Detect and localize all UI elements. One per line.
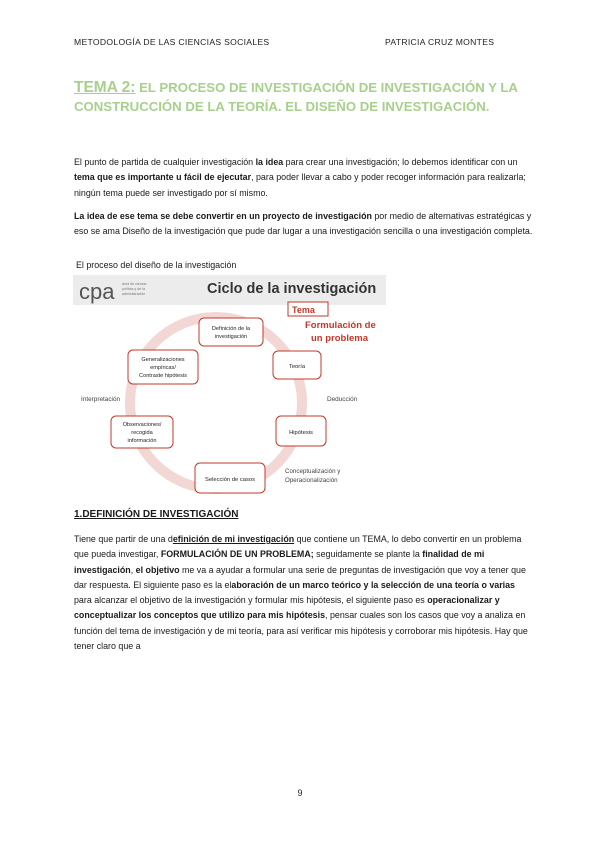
bold-text: la idea xyxy=(255,157,284,167)
diagram-svg xyxy=(73,275,386,505)
text: , para poder llevar a cabo y poder recoger información para realizarla; ningún tema puede ser investigado por sí mismo. xyxy=(74,172,526,198)
text: seguidamente se plante la xyxy=(313,549,423,560)
definicion-line-2: investigación xyxy=(214,334,248,340)
bold-text: tema que es importante u fácil de ejecutar xyxy=(74,172,252,183)
generalizaciones-line-2: empíricas/ xyxy=(150,365,176,371)
conceptualizacion-line-1: Conceptualización y xyxy=(285,468,341,475)
header-left: METODOLOGÍA DE LAS CIENCIAS SOCIALES xyxy=(74,37,270,47)
text: Tiene que partir de una d xyxy=(74,534,173,544)
paragraph-definition xyxy=(74,532,534,654)
conceptualizacion-line-2: Operacionalización xyxy=(285,477,338,484)
definicion-line-1: Definición de la xyxy=(211,326,251,332)
tema-label: Tema xyxy=(292,305,315,315)
section-title: 1.DEFINICIÓN DE INVESTIGACIÓN xyxy=(74,509,239,520)
text: me va a ayudar a formular una serie de preguntas de investigación que voy a tener que dar respuesta. El siguiente paso es la el xyxy=(74,564,526,590)
generalizaciones-line-3: Contraste hipótesis xyxy=(139,373,187,379)
observaciones-line-3: información xyxy=(127,438,157,444)
text: , xyxy=(130,564,136,575)
bold-text: el objetivo xyxy=(135,564,180,575)
deduccion-label: Deducción xyxy=(327,396,358,403)
research-cycle-diagram xyxy=(73,275,386,505)
text: , pensar cuales son los casos que voy a analiza en función del tema de investigación y de mi teoría, para así verificar mis hipótesis y corroborar mis hipótesis. Hay que tener claro que a xyxy=(74,610,528,652)
generalizaciones-line-1: Generalizaciones xyxy=(141,357,185,363)
page-number: 9 xyxy=(297,788,303,798)
observaciones-line-1: Observaciones/ xyxy=(122,422,162,428)
paragraph-idea xyxy=(74,209,534,240)
text: que contiene un TEMA, lo debo convertir en un problema que pueda investigar, xyxy=(74,534,522,560)
diagram-title: Ciclo de la investigación xyxy=(207,281,377,297)
bold-text: operacionalizar y conceptualizar los conceptos que utilizo para mis hipótesis xyxy=(74,595,500,621)
seleccion-label: Selección de casos xyxy=(205,477,255,483)
bold-underlined-text: efinición de mi investigación xyxy=(172,534,295,544)
cpa-logo: cpa xyxy=(79,279,115,304)
definicion-box xyxy=(199,318,263,346)
logo-sub-3: administración xyxy=(122,292,146,296)
formulacion-line-2: un problema xyxy=(311,333,369,344)
bold-text: aboración de un marco teórico y la selección de una teoría o varias xyxy=(231,579,515,590)
title-rest: EL PROCESO DE INVESTIGACIÓN DE INVESTIGACIÓN Y LA CONSTRUCCIÓN DE LA TEORÍA. EL DISEÑO DE INVESTIGACIÓN. xyxy=(74,80,518,114)
figure-caption: El proceso del diseño de la investigación xyxy=(76,260,237,270)
text: El punto de partida de cualquier investigación xyxy=(74,157,256,167)
bold-text: La idea de ese tema se debe convertir en un proyecto de investigación xyxy=(74,211,372,221)
page-title xyxy=(74,78,534,116)
interpretacion-label: Interpretación xyxy=(81,396,121,403)
observaciones-line-2: recogida xyxy=(131,430,153,436)
text: para alcanzar el objetivo de la investigación y formular mis hipótesis, el siguiente paso es xyxy=(74,595,428,606)
paragraph-intro xyxy=(74,155,534,201)
logo-sub-1: área de ciencia xyxy=(122,282,147,286)
title-lead: TEMA 2: xyxy=(74,79,136,96)
hipotesis-label: Hipótesis xyxy=(289,430,313,436)
formulacion-line-1: Formulación de xyxy=(305,320,376,331)
text: para crear una investigación; lo debemos identificar con un xyxy=(283,157,518,167)
bold-text: FORMULACIÓN DE UN PROBLEMA; xyxy=(160,549,314,560)
teoria-label: Teoría xyxy=(288,364,306,370)
logo-sub-2: política y de la xyxy=(122,287,145,291)
bold-text: finalidad de mi investigación xyxy=(74,549,485,575)
header-right: PATRICIA CRUZ MONTES xyxy=(385,37,495,47)
text: por medio de alternativas estratégicas y eso se ama Diseño de la investigación que pude dar lugar a una investigación sencilla o una investigación completa. xyxy=(74,211,533,237)
